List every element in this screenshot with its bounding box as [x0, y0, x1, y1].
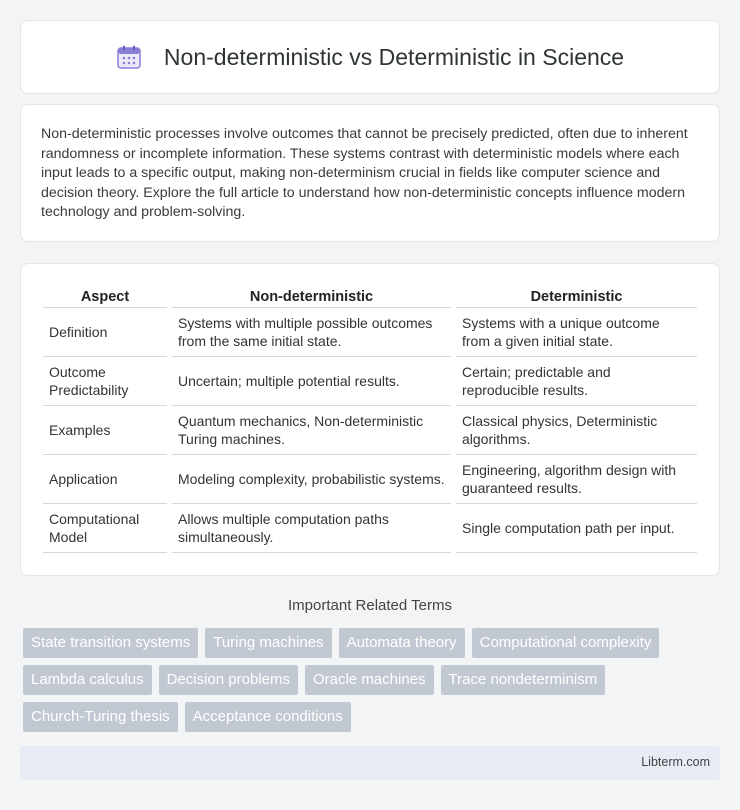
cell-non-deterministic: Allows multiple computation paths simultaneously. — [172, 504, 451, 553]
related-term-tag[interactable]: Automata theory — [339, 628, 465, 658]
title-card — [20, 20, 720, 94]
comparison-table — [38, 286, 702, 553]
cell-aspect: Examples — [43, 406, 167, 455]
header-aspect: Aspect — [43, 286, 167, 308]
cell-non-deterministic: Quantum mechanics, Non-deterministic Turing machines. — [172, 406, 451, 455]
cell-deterministic: Engineering, algorithm design with guaranteed results. — [456, 455, 697, 504]
cell-deterministic: Certain; predictable and reproducible results. — [456, 357, 697, 406]
footer — [20, 746, 720, 780]
cell-aspect: Definition — [43, 308, 167, 357]
related-term-tag[interactable]: Oracle machines — [305, 665, 434, 695]
related-term-tag[interactable]: Lambda calculus — [23, 665, 152, 695]
related-term-tag[interactable]: Turing machines — [205, 628, 331, 658]
related-terms-title: Important Related Terms — [288, 597, 452, 614]
related-term-tag[interactable]: Decision problems — [159, 665, 298, 695]
cell-aspect: Application — [43, 455, 167, 504]
cell-non-deterministic: Systems with multiple possible outcomes from the same initial state. — [172, 308, 451, 357]
cell-deterministic: Classical physics, Deterministic algorithms. — [456, 406, 697, 455]
table-row — [43, 406, 697, 455]
table-row — [43, 308, 697, 357]
related-term-tag[interactable]: Church-Turing thesis — [23, 702, 178, 732]
footer-site-link[interactable]: Libterm.com — [641, 755, 710, 769]
header-deterministic: Deterministic — [456, 286, 697, 308]
related-term-tag[interactable]: Trace nondeterminism — [441, 665, 606, 695]
table-row — [43, 504, 697, 553]
related-term-tag[interactable]: State transition systems — [23, 628, 198, 658]
intro-card — [20, 104, 720, 242]
calendar-icon — [116, 44, 142, 70]
related-term-tag[interactable]: Acceptance conditions — [185, 702, 351, 732]
cell-aspect: Outcome Predictability — [43, 357, 167, 406]
comparison-table-card — [20, 263, 720, 576]
related-term-tag[interactable]: Computational complexity — [472, 628, 660, 658]
cell-deterministic: Systems with a unique outcome from a given initial state. — [456, 308, 697, 357]
cell-non-deterministic: Uncertain; multiple potential results. — [172, 357, 451, 406]
header-non-deterministic: Non-deterministic — [172, 286, 451, 308]
cell-deterministic: Single computation path per input. — [456, 504, 697, 553]
intro-text: Non-deterministic processes involve outcomes that cannot be precisely predicted, often due to inherent randomness or incomplete information. These systems contrast with deterministic models where each input leads to a specific output, making non-determinism crucial in fields like computer science and decision theory. Explore the full article to understand how non-deterministic concepts influence modern technology and problem-solving. — [41, 126, 688, 220]
related-terms-list — [23, 628, 723, 732]
cell-aspect: Computational Model — [43, 504, 167, 553]
table-row — [43, 455, 697, 504]
table-header-row — [43, 286, 697, 308]
page-title: Non-deterministic vs Deterministic in Science — [163, 43, 625, 70]
cell-non-deterministic: Modeling complexity, probabilistic systems. — [172, 455, 451, 504]
table-row — [43, 357, 697, 406]
